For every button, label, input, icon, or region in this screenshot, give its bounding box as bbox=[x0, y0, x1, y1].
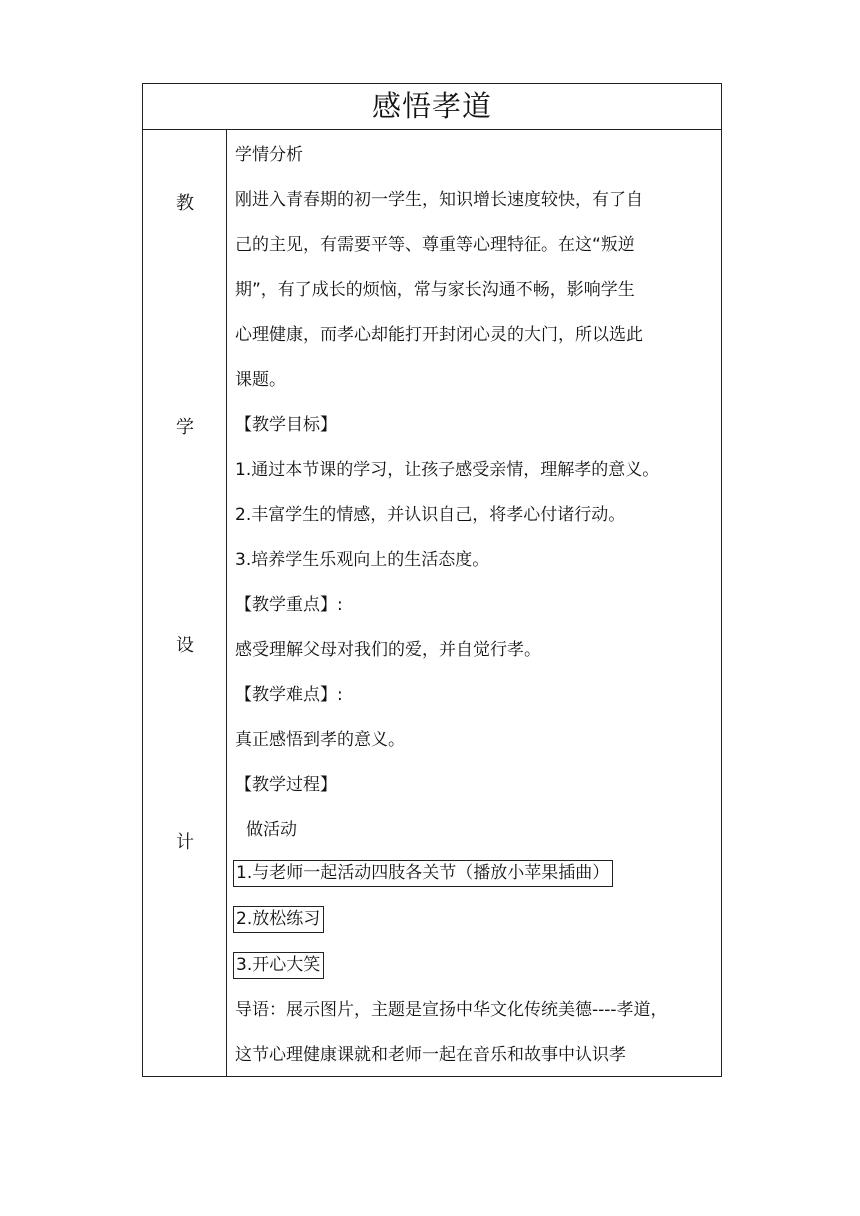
lesson-plan-table bbox=[142, 83, 722, 1077]
paragraph-line: 心理健康，而孝心却能打开封闭心灵的大门，所以选此 bbox=[235, 325, 643, 345]
activity-item bbox=[235, 957, 324, 974]
side-label-char: 学 bbox=[176, 417, 194, 438]
side-label-column bbox=[143, 130, 227, 1076]
goal-item: 3.培养学生乐观向上的生活态度。 bbox=[235, 550, 490, 570]
activity-item-box: 2.放松练习 bbox=[233, 906, 324, 933]
section-heading-key-points: 【教学重点】: bbox=[235, 595, 343, 615]
activity-item-box: 1.与老师一起活动四肢各关节（播放小苹果插曲） bbox=[233, 860, 613, 887]
paragraph-line: 刚进入青春期的初一学生，知识增长速度较快，有了自 bbox=[235, 190, 643, 210]
side-label-char: 设 bbox=[176, 635, 194, 656]
side-label-char: 计 bbox=[176, 832, 194, 853]
difficulty-text: 真正感悟到孝的意义。 bbox=[235, 730, 405, 750]
activity-heading: 做活动 bbox=[246, 820, 297, 840]
paragraph-line: 己的主见，有需要平等、尊重等心理特征。在这“叛逆 bbox=[235, 235, 635, 255]
paragraph-line: 期”，有了成长的烦恼，常与家长沟通不畅，影响学生 bbox=[235, 280, 635, 300]
paragraph-line: 导语：展示图片，主题是宣扬中华文化传统美德----孝道， bbox=[235, 1000, 668, 1020]
key-point-text: 感受理解父母对我们的爱，并自觉行孝。 bbox=[235, 640, 541, 660]
goal-item: 1.通过本节课的学习，让孩子感受亲情，理解孝的意义。 bbox=[235, 460, 660, 480]
title-row bbox=[143, 84, 721, 130]
activity-item bbox=[235, 911, 324, 928]
paragraph-line: 课题。 bbox=[235, 370, 286, 390]
section-heading-goals: 【教学目标】 bbox=[235, 415, 337, 435]
section-heading-analysis: 学情分析 bbox=[235, 145, 303, 165]
activity-item bbox=[235, 865, 613, 882]
section-heading-difficulty: 【教学难点】: bbox=[235, 685, 343, 705]
side-label-char: 教 bbox=[176, 193, 194, 214]
content-column bbox=[227, 130, 721, 1076]
activity-item-box: 3.开心大笑 bbox=[233, 952, 324, 979]
lesson-title: 感悟孝道 bbox=[371, 89, 492, 123]
goal-item: 2.丰富学生的情感，并认识自己，将孝心付诸行动。 bbox=[235, 505, 626, 525]
section-heading-process: 【教学过程】 bbox=[235, 775, 337, 795]
paragraph-line: 这节心理健康课就和老师一起在音乐和故事中认识孝 bbox=[235, 1045, 626, 1065]
